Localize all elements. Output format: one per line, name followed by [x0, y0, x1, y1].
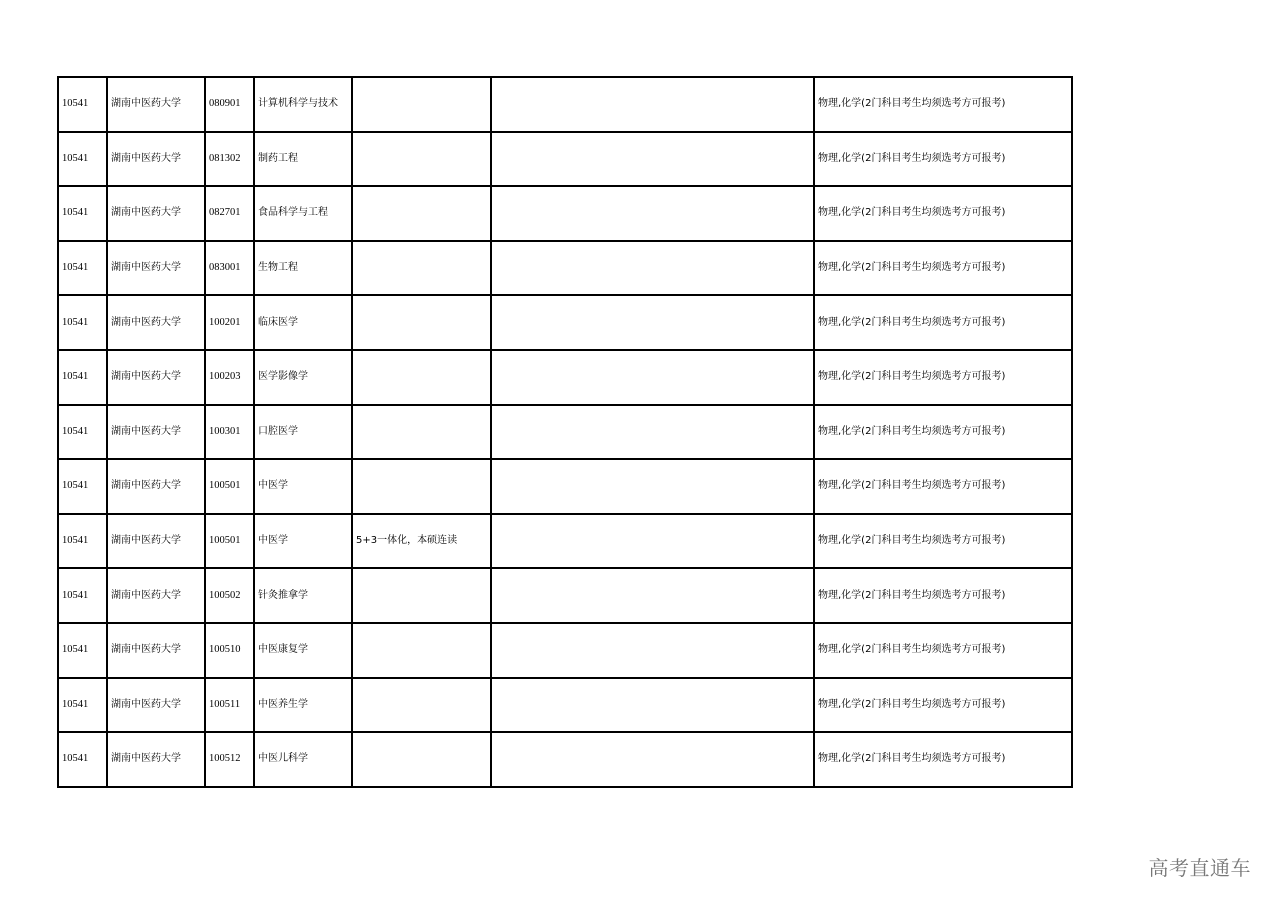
table-row [58, 132, 1072, 187]
table-row [58, 568, 1072, 623]
table-row [58, 732, 1072, 787]
major-name-cell: 生物工程 [254, 241, 352, 296]
extra-cell [491, 77, 814, 132]
extra-cell [491, 186, 814, 241]
major-code-cell: 100511 [205, 678, 254, 733]
major-name-cell: 制药工程 [254, 132, 352, 187]
note-cell [352, 186, 491, 241]
table-row [58, 678, 1072, 733]
extra-cell [491, 350, 814, 405]
major-name-cell: 临床医学 [254, 295, 352, 350]
extra-cell [491, 678, 814, 733]
table-row [58, 241, 1072, 296]
major-code-cell: 100201 [205, 295, 254, 350]
table-row [58, 514, 1072, 569]
major-code-cell: 100501 [205, 514, 254, 569]
subject-requirement-cell: 物理,化学(2门科目考生均须选考方可报考) [814, 514, 1072, 569]
extra-cell [491, 732, 814, 787]
major-name-cell: 口腔医学 [254, 405, 352, 460]
school-name-cell: 湖南中医药大学 [107, 77, 205, 132]
note-cell [352, 405, 491, 460]
major-code-cell: 083001 [205, 241, 254, 296]
subject-requirement-cell: 物理,化学(2门科目考生均须选考方可报考) [814, 350, 1072, 405]
note-cell [352, 77, 491, 132]
school-code-cell: 10541 [58, 405, 107, 460]
note-cell [352, 568, 491, 623]
major-name-cell: 中医养生学 [254, 678, 352, 733]
table-row [58, 459, 1072, 514]
extra-cell [491, 568, 814, 623]
school-code-cell: 10541 [58, 350, 107, 405]
note-cell [352, 132, 491, 187]
note-cell [352, 678, 491, 733]
major-name-cell: 中医学 [254, 514, 352, 569]
table-row [58, 623, 1072, 678]
note-cell: 5+3一体化，本硕连读 [352, 514, 491, 569]
note-cell [352, 459, 491, 514]
table-body [58, 77, 1072, 787]
school-name-cell: 湖南中医药大学 [107, 678, 205, 733]
school-name-cell: 湖南中医药大学 [107, 568, 205, 623]
school-code-cell: 10541 [58, 186, 107, 241]
note-cell [352, 623, 491, 678]
table-row [58, 350, 1072, 405]
school-name-cell: 湖南中医药大学 [107, 623, 205, 678]
major-code-cell: 100502 [205, 568, 254, 623]
extra-cell [491, 241, 814, 296]
major-code-cell: 100301 [205, 405, 254, 460]
major-code-cell: 100510 [205, 623, 254, 678]
school-name-cell: 湖南中医药大学 [107, 295, 205, 350]
subject-requirements-table [57, 76, 1073, 788]
school-code-cell: 10541 [58, 459, 107, 514]
subject-requirement-cell: 物理,化学(2门科目考生均须选考方可报考) [814, 678, 1072, 733]
school-code-cell: 10541 [58, 77, 107, 132]
school-code-cell: 10541 [58, 241, 107, 296]
school-code-cell: 10541 [58, 732, 107, 787]
major-code-cell: 100501 [205, 459, 254, 514]
major-name-cell: 食品科学与工程 [254, 186, 352, 241]
subject-requirement-cell: 物理,化学(2门科目考生均须选考方可报考) [814, 459, 1072, 514]
table-row [58, 405, 1072, 460]
watermark-text: 高考直通车 [1148, 856, 1251, 880]
major-code-cell: 080901 [205, 77, 254, 132]
school-code-cell: 10541 [58, 295, 107, 350]
school-code-cell: 10541 [58, 678, 107, 733]
note-cell [352, 295, 491, 350]
school-name-cell: 湖南中医药大学 [107, 514, 205, 569]
extra-cell [491, 623, 814, 678]
subject-requirement-cell: 物理,化学(2门科目考生均须选考方可报考) [814, 186, 1072, 241]
subject-requirement-cell: 物理,化学(2门科目考生均须选考方可报考) [814, 623, 1072, 678]
table-row [58, 77, 1072, 132]
extra-cell [491, 405, 814, 460]
school-code-cell: 10541 [58, 132, 107, 187]
school-name-cell: 湖南中医药大学 [107, 132, 205, 187]
major-name-cell: 医学影像学 [254, 350, 352, 405]
major-code-cell: 081302 [205, 132, 254, 187]
extra-cell [491, 295, 814, 350]
subject-requirement-cell: 物理,化学(2门科目考生均须选考方可报考) [814, 132, 1072, 187]
school-code-cell: 10541 [58, 623, 107, 678]
major-code-cell: 100203 [205, 350, 254, 405]
school-name-cell: 湖南中医药大学 [107, 241, 205, 296]
major-code-cell: 082701 [205, 186, 254, 241]
subject-requirement-cell: 物理,化学(2门科目考生均须选考方可报考) [814, 405, 1072, 460]
school-name-cell: 湖南中医药大学 [107, 350, 205, 405]
major-name-cell: 中医学 [254, 459, 352, 514]
subject-requirement-cell: 物理,化学(2门科目考生均须选考方可报考) [814, 295, 1072, 350]
subject-requirement-cell: 物理,化学(2门科目考生均须选考方可报考) [814, 732, 1072, 787]
school-name-cell: 湖南中医药大学 [107, 459, 205, 514]
subject-requirement-cell: 物理,化学(2门科目考生均须选考方可报考) [814, 568, 1072, 623]
note-cell [352, 241, 491, 296]
school-name-cell: 湖南中医药大学 [107, 732, 205, 787]
note-cell [352, 732, 491, 787]
school-code-cell: 10541 [58, 514, 107, 569]
major-name-cell: 中医康复学 [254, 623, 352, 678]
table-row [58, 295, 1072, 350]
subject-requirement-cell: 物理,化学(2门科目考生均须选考方可报考) [814, 77, 1072, 132]
extra-cell [491, 132, 814, 187]
major-code-cell: 100512 [205, 732, 254, 787]
major-name-cell: 针灸推拿学 [254, 568, 352, 623]
school-name-cell: 湖南中医药大学 [107, 186, 205, 241]
extra-cell [491, 514, 814, 569]
school-name-cell: 湖南中医药大学 [107, 405, 205, 460]
school-code-cell: 10541 [58, 568, 107, 623]
note-cell [352, 350, 491, 405]
major-name-cell: 中医儿科学 [254, 732, 352, 787]
major-name-cell: 计算机科学与技术 [254, 77, 352, 132]
table-row [58, 186, 1072, 241]
subject-requirement-cell: 物理,化学(2门科目考生均须选考方可报考) [814, 241, 1072, 296]
extra-cell [491, 459, 814, 514]
